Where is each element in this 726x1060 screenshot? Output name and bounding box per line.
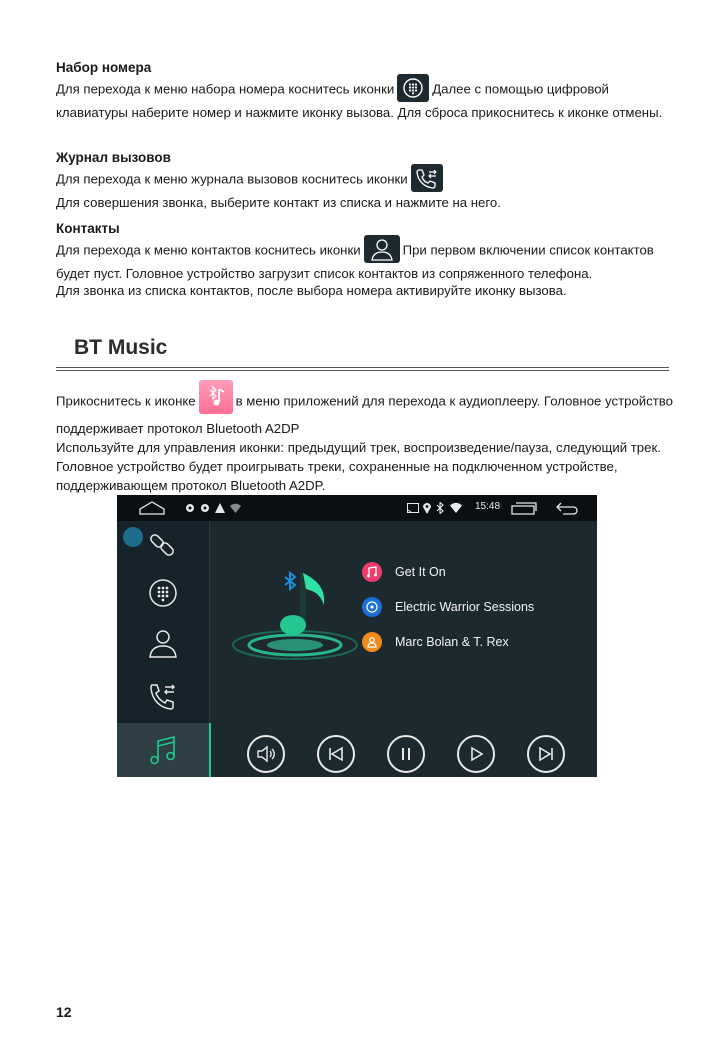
link-icon [147, 529, 179, 561]
volume-icon [256, 744, 276, 764]
bt-music-app-icon [199, 380, 233, 414]
album-icon [362, 597, 382, 617]
previous-track-button[interactable] [317, 735, 355, 773]
dialpad-icon [147, 577, 179, 609]
track-artist[interactable] [362, 631, 509, 653]
back-icon[interactable] [555, 501, 579, 515]
contacts-heading: Контакты [56, 221, 120, 236]
bt-music-heading: BT Music [74, 336, 168, 359]
dial-heading: Набор номера [56, 60, 152, 75]
track-song[interactable] [362, 561, 446, 583]
contacts-text: Для перехода к меню контактов коснитесь иконки При первом включении список контактов будет пуст. Головное устройство загрузит список контактов из сопряженного телефона. [56, 237, 676, 282]
call-log-icon [147, 681, 179, 713]
pause-button[interactable] [387, 735, 425, 773]
contacts-text-2: Для звонка из списка контактов, после выбора номера активируйте иконку вызова. [56, 283, 567, 298]
artist-icon [362, 632, 382, 652]
next-icon [536, 744, 556, 764]
track-album[interactable] [362, 596, 534, 618]
side-menu [117, 521, 210, 777]
side-item-call-log[interactable] [117, 673, 209, 721]
music-note-icon [147, 734, 179, 766]
artist-name: Marc Bolan & T. Rex [395, 635, 509, 649]
status-bar [117, 495, 597, 521]
side-item-music[interactable] [117, 723, 211, 777]
wifi-icon [230, 503, 241, 513]
bt-music-section [56, 385, 676, 495]
home-icon[interactable] [139, 501, 165, 515]
play-button[interactable] [457, 735, 495, 773]
wifi-icon [450, 502, 462, 513]
heading-rule [56, 367, 669, 368]
volume-button[interactable] [247, 735, 285, 773]
location-icon [423, 502, 431, 514]
clock: 15:48 [475, 501, 501, 512]
bt-music-text-2: Используйте для управления иконки: предыдущий трек, воспроизведение/пауза, следующий трек. Головное устройство будет проигрывать треки, сохраненные на подключенном устройстве, поддерживающем протокол Bluetooth A2DP. [56, 440, 661, 493]
next-track-button[interactable] [527, 735, 565, 773]
page-number: 12 [56, 1004, 72, 1020]
head-unit-screenshot [117, 495, 597, 777]
bt-music-text: Прикоснитесь к иконке в меню приложений для перехода к аудиоплееру. Головное устройство поддерживает протокол Bluetooth A2DP [56, 385, 676, 438]
calllog-text: Для перехода к меню журнала вызовов коснитесь иконки [56, 166, 676, 194]
contact-icon [364, 235, 400, 263]
bt-music-artwork [230, 565, 360, 665]
bluetooth-icon [436, 502, 444, 514]
dialpad-icon [397, 74, 429, 102]
previous-icon [326, 744, 346, 764]
cast-icon [407, 503, 419, 513]
settings-icon [200, 503, 210, 513]
side-item-contacts[interactable] [117, 619, 209, 667]
contacts-section [56, 220, 676, 299]
calllog-section [56, 149, 676, 211]
calllog-heading: Журнал вызовов [56, 150, 171, 165]
play-icon [466, 744, 486, 764]
contact-icon [147, 627, 179, 659]
warning-icon [215, 503, 225, 513]
song-title: Get It On [395, 565, 446, 579]
player-main [210, 521, 597, 777]
calllog-text-2: Для совершения звонка, выберите контакт из списка и нажмите на него. [56, 195, 501, 210]
side-item-link[interactable] [117, 521, 209, 569]
call-log-icon [411, 164, 443, 192]
dial-text: Для перехода к меню набора номера коснитесь иконки Далее с помощью цифровой клавиатуры наберите номер и нажмите иконку вызова. Для сброса прикоснитесь к иконке отмены. [56, 76, 676, 121]
recents-icon[interactable] [511, 502, 537, 515]
music-note-icon [362, 562, 382, 582]
album-title: Electric Warrior Sessions [395, 600, 535, 614]
dial-section [56, 59, 676, 121]
heading-rule-2 [56, 370, 669, 371]
side-item-dialpad[interactable] [117, 569, 209, 617]
pause-icon [396, 744, 416, 764]
bluetooth-settings-icon [185, 503, 195, 513]
